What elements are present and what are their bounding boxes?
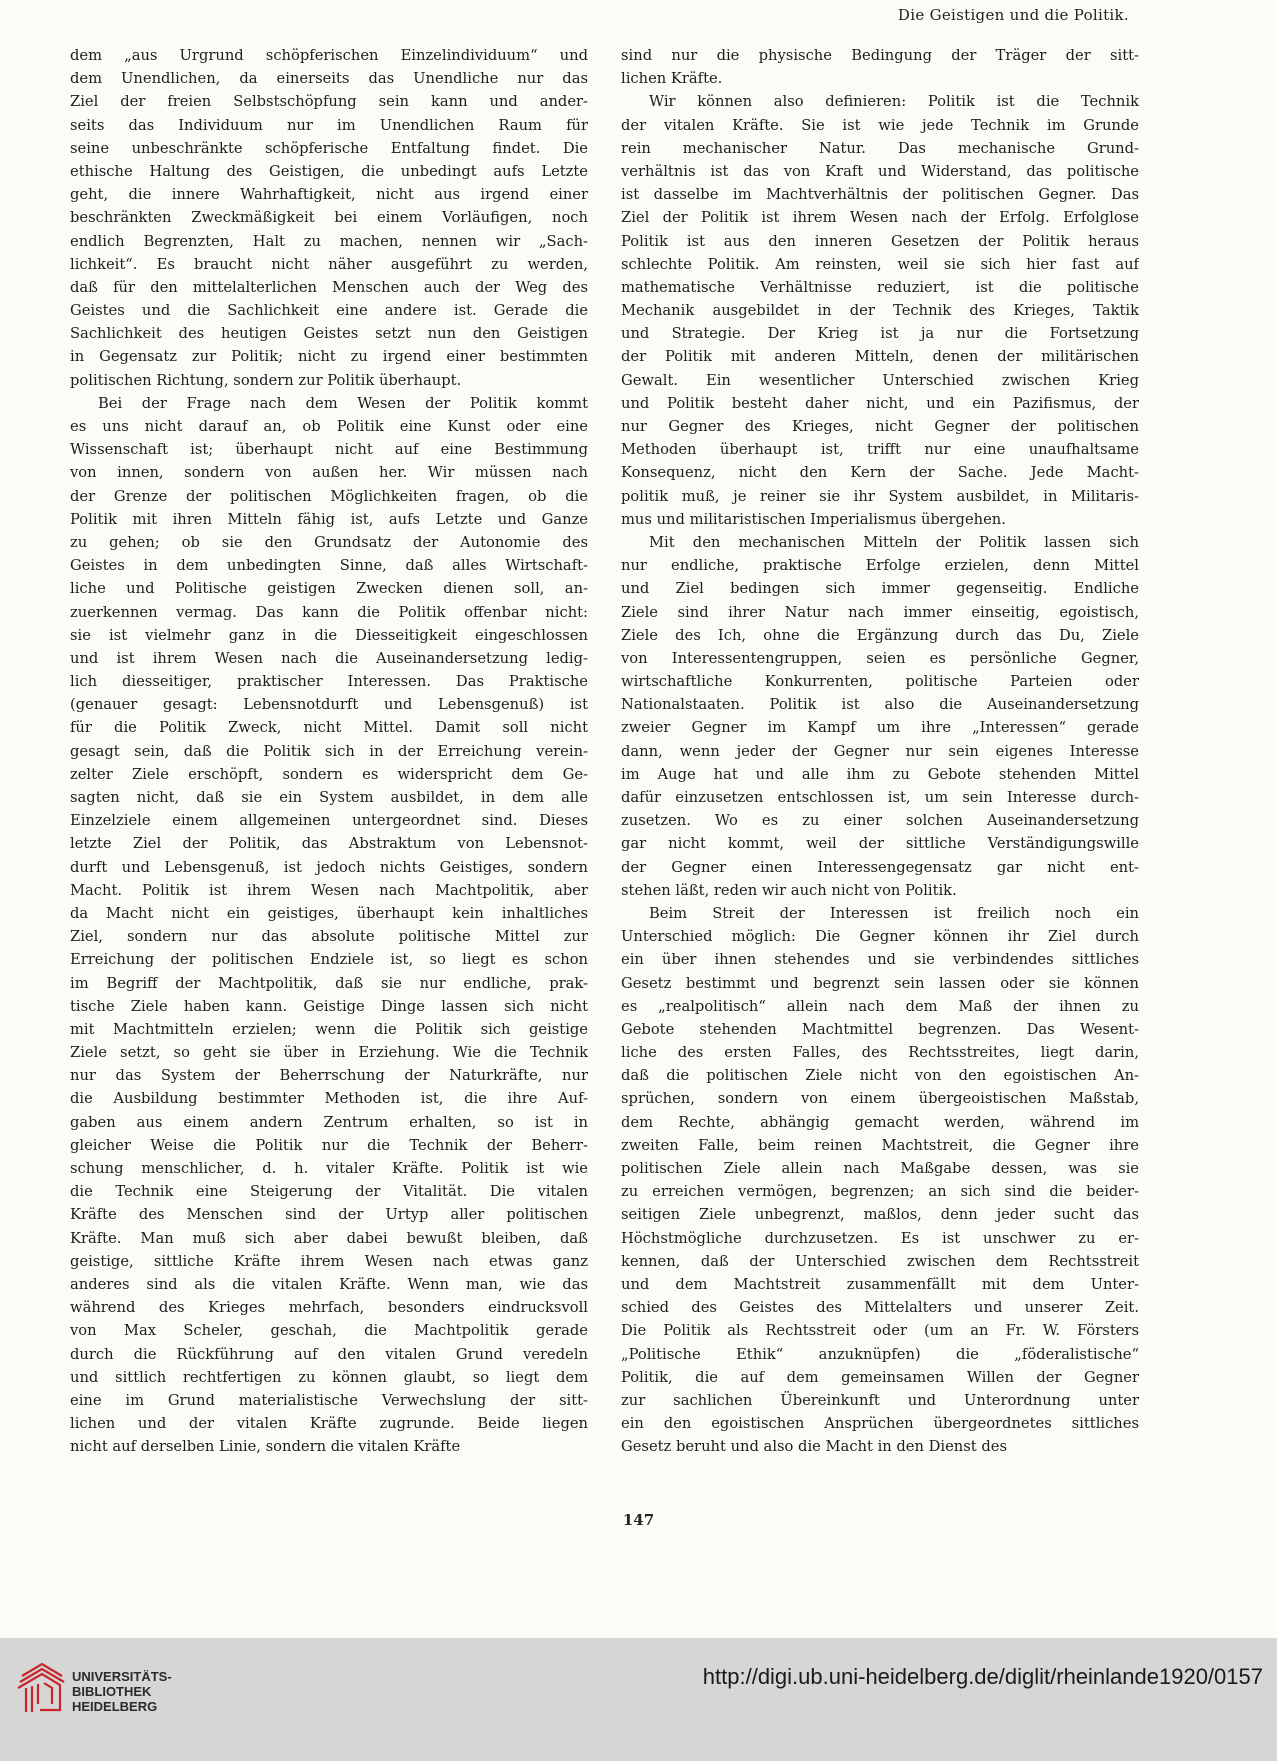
- text-line: seitigen Ziele unbegrenzt, maßlos, denn jeder sucht das: [621, 1206, 1139, 1224]
- text-line: politik muß, je reiner sie ihr System ausbildet, in Militaris-: [621, 487, 1139, 505]
- text-line: Ziele setzt, so geht sie über in Erziehung. Wie die Technik: [70, 1044, 588, 1062]
- library-logo-icon: [14, 1660, 68, 1716]
- text-line: endlich Begrenzten, Halt zu machen, nennen wir „Sach-: [70, 232, 588, 250]
- text-line: die Ausbildung bestimmter Methoden ist, die ihre Auf-: [70, 1090, 588, 1108]
- text-line: der vitalen Kräfte. Sie ist wie jede Technik im Grunde: [621, 116, 1139, 134]
- text-line: ein den egoistischen Ansprüchen übergeordnetes sittliches: [621, 1415, 1139, 1433]
- text-line: lich diesseitiger, praktischer Interessen. Das Praktische: [70, 673, 588, 691]
- text-line: dann, wenn jeder der Gegner nur sein eigenes Interesse: [621, 742, 1139, 760]
- text-line: gleicher Weise die Politik nur die Technik der Beherr-: [70, 1136, 588, 1154]
- text-line: letzte Ziel der Politik, das Abstraktum von Lebensnot-: [70, 835, 588, 853]
- text-line: mit Machtmitteln erzielen; wenn die Politik sich geistige: [70, 1020, 588, 1038]
- text-line: der Politik mit anderen Mitteln, denen der militärischen: [621, 348, 1139, 366]
- text-line: schlechte Politik. Am reinsten, weil sie sich hier fast auf: [621, 255, 1139, 273]
- library-name: UNIVERSITÄTS- BIBLIOTHEK HEIDELBERG: [72, 1669, 172, 1714]
- text-line: zur sachlichen Übereinkunft und Unterordnung unter: [621, 1391, 1139, 1409]
- text-line: der Gegner einen Interessengegensatz gar nicht ent-: [621, 858, 1139, 876]
- text-line: geistige, sittliche Kräfte ihrem Wesen nach etwas ganz: [70, 1252, 588, 1270]
- text-line: lichen und der vitalen Kräfte zugrunde. Beide liegen: [70, 1415, 588, 1433]
- text-line: Nationalstaaten. Politik ist also die Auseinandersetzung: [621, 696, 1139, 714]
- text-line: sprüchen, sondern von einem übergeoistischen Maßstab,: [621, 1090, 1139, 1108]
- text-line: Ziel der Politik ist ihrem Wesen nach der Erfolg. Erfolglose: [621, 209, 1139, 227]
- text-line: es „realpolitisch“ allein nach dem Maß der ihnen zu: [621, 997, 1139, 1015]
- text-line: lichkeit“. Es braucht nicht näher ausgeführt zu werden,: [70, 255, 588, 273]
- text-line: gaben aus einem andern Zentrum erhalten, so ist in: [70, 1113, 588, 1131]
- text-line: Mechanik ausgebildet in der Technik des Krieges, Taktik: [621, 302, 1139, 320]
- text-line: Beim Streit der Interessen ist freilich noch ein: [649, 904, 1139, 922]
- text-line: Politik, die auf dem gemeinsamen Willen der Gegner: [621, 1368, 1139, 1386]
- text-line: Konsequenz, nicht den Kern der Sache. Jede Macht-: [621, 464, 1139, 482]
- text-line: (genauer gesagt: Lebensnotdurft und Lebensgenuß) ist: [70, 696, 588, 714]
- text-line: während des Krieges mehrfach, besonders eindrucksvoll: [70, 1299, 588, 1317]
- text-line: lichen Kräfte.: [621, 70, 723, 88]
- text-line: Politik ist aus den inneren Gesetzen der Politik heraus: [621, 232, 1139, 250]
- text-line: und Ziel bedingen sich immer gegenseitig. Endliche: [621, 580, 1139, 598]
- text-line: gar nicht kommt, weil der sittliche Verständigungswille: [621, 835, 1139, 853]
- text-line: Gesetz bestimmt und begrenzt sein lassen oder sie können: [621, 974, 1139, 992]
- text-line: Geistes und die Sachlichkeit eine andere ist. Gerade die: [70, 302, 588, 320]
- text-line: nur das System der Beherrschung der Naturkräfte, nur: [70, 1067, 588, 1085]
- text-line: Methoden überhaupt ist, trifft nur eine unaufhaltsame: [621, 441, 1139, 459]
- text-line: mathematische Verhältnisse reduziert, ist die politische: [621, 278, 1139, 296]
- page-number: 147: [622, 1511, 655, 1529]
- text-line: wirtschaftliche Konkurrenten, politische Parteien oder: [621, 673, 1139, 691]
- text-line: liche des ersten Falles, des Rechtsstreites, liegt darin,: [621, 1044, 1139, 1062]
- text-line: „Politische Ethik“ anzuknüpfen) die „föderalistische“: [621, 1345, 1139, 1363]
- text-line: tische Ziele haben kann. Geistige Dinge lassen sich nicht: [70, 997, 588, 1015]
- text-line: stehen läßt, reden wir auch nicht von Politik.: [621, 881, 957, 899]
- text-line: Macht. Politik ist ihrem Wesen nach Machtpolitik, aber: [70, 881, 588, 899]
- text-line: es uns nicht darauf an, ob Politik eine Kunst oder eine: [70, 418, 588, 435]
- text-line: Unterschied möglich: Die Gegner können ihr Ziel durch: [621, 928, 1139, 946]
- text-line: im Begriff der Machtpolitik, daß sie nur endliche, prak-: [70, 974, 588, 992]
- text-line: Ziele des Ich, ohne die Ergänzung durch das Du, Ziele: [621, 626, 1139, 644]
- text-line: schied des Geistes des Mittelalters und unserer Zeit.: [621, 1299, 1139, 1317]
- text-line: anderes sind als die vitalen Kräfte. Wenn man, wie das: [70, 1275, 588, 1293]
- text-line: Die Politik als Rechtsstreit oder (um an Fr. W. Försters: [621, 1322, 1139, 1340]
- text-line: und sittlich rechtfertigen zu können glaubt, so liegt dem: [70, 1368, 588, 1386]
- text-line: und ist ihrem Wesen nach die Auseinandersetzung ledig-: [70, 649, 588, 667]
- footer-bar: [0, 1638, 1277, 1761]
- text-line: rein mechanischer Natur. Das mechanische Grund-: [621, 139, 1139, 157]
- text-line: geht, die innere Wahrhaftigkeit, nicht aus irgend einer: [70, 186, 588, 204]
- text-line: zusetzen. Wo es zu einer solchen Auseinandersetzung: [621, 812, 1139, 830]
- text-line: Sachlichkeit des heutigen Geistes setzt nun den Geistigen: [70, 325, 588, 343]
- text-line: Bei der Frage nach dem Wesen der Politik kommt: [98, 394, 588, 412]
- text-line: und dem Machtstreit zusammenfällt mit dem Unter-: [621, 1275, 1139, 1293]
- text-line: politischen Ziele allein nach Maßgabe dessen, was sie: [621, 1160, 1139, 1177]
- text-line: liche und Politische geistigen Zwecken dienen soll, an-: [70, 580, 588, 598]
- text-line: Kräfte des Menschen sind der Urtyp aller politischen: [70, 1206, 588, 1224]
- text-line: Gewalt. Ein wesentlicher Unterschied zwischen Krieg: [621, 371, 1139, 389]
- right-text-column: [621, 44, 1139, 1458]
- text-line: verhältnis ist das von Kraft und Widerstand, das politische: [621, 162, 1139, 180]
- text-line: da Macht nicht ein geistiges, überhaupt kein inhaltliches: [70, 904, 588, 922]
- text-line: eine im Grund materialistische Verwechslung der sitt-: [70, 1391, 588, 1409]
- text-line: ein über ihnen stehendes und sie verbindendes sittliches: [621, 951, 1139, 969]
- text-line: Einzelziele einem allgemeinen untergeordnet sind. Dieses: [70, 812, 588, 830]
- text-line: nur endliche, praktische Erfolge erzielen, denn Mittel: [621, 557, 1139, 575]
- text-line: mus und militaristischen Imperialismus übergehen.: [621, 510, 1006, 528]
- text-line: politischen Richtung, sondern zur Politik überhaupt.: [70, 371, 462, 389]
- text-line: von Interessentengruppen, seien es persönliche Gegner,: [621, 649, 1139, 667]
- text-line: Kräfte. Man muß sich aber dabei bewußt bleiben, daß: [70, 1229, 588, 1247]
- text-line: und Strategie. Der Krieg ist ja nur die Fortsetzung: [621, 325, 1139, 343]
- text-line: dem Unendlichen, da einerseits das Unendliche nur das: [70, 70, 588, 88]
- text-line: dem Rechte, abhängig gemacht werden, während im: [621, 1113, 1139, 1131]
- text-line: ist dasselbe im Machtverhältnis der politischen Gegner. Das: [621, 186, 1139, 204]
- text-line: Gesetz beruht und also die Macht in den Dienst des: [621, 1438, 1007, 1456]
- text-line: von innen, sondern von außen her. Wir müssen nach: [70, 464, 588, 482]
- text-line: zweiten Falle, beim reinen Machtstreit, die Gegner ihre: [621, 1136, 1139, 1154]
- text-line: und Politik besteht daher nicht, und ein Pazifismus, der: [621, 394, 1139, 412]
- text-line: zu erreichen vermögen, begrenzen; an sich sind die beider-: [621, 1183, 1139, 1201]
- text-line: Ziel der freien Selbstschöpfung sein kann und ander-: [70, 93, 588, 111]
- text-line: sind nur die physische Bedingung der Träger der sitt-: [621, 47, 1139, 64]
- running-head: Die Geistigen und die Politik.: [897, 6, 1129, 24]
- text-line: seine unbeschränkte schöpferische Entfaltung findet. Die: [70, 139, 588, 157]
- text-line: nur Gegner des Krieges, nicht Gegner der politischen: [621, 418, 1139, 435]
- text-line: nicht auf derselben Linie, sondern die vitalen Kräfte: [70, 1438, 461, 1456]
- text-line: im Auge hat und alle ihm zu Gebote stehenden Mittel: [621, 765, 1139, 783]
- text-line: daß für den mittelalterlichen Menschen auch der Weg des: [70, 278, 588, 296]
- text-line: ethische Haltung des Geistigen, die unbedingt aufs Letzte: [70, 162, 588, 180]
- text-line: Ziel, sondern nur das absolute politische Mittel zur: [70, 928, 588, 946]
- text-line: kennen, daß der Unterschied zwischen dem Rechtsstreit: [621, 1252, 1139, 1270]
- text-line: Geistes in dem unbedingten Sinne, daß alles Wirtschaft-: [70, 557, 588, 575]
- text-line: Politik mit ihren Mitteln fähig ist, aufs Letzte und Ganze: [70, 510, 588, 528]
- text-line: zuerkennen vermag. Das kann die Politik offenbar nicht:: [70, 603, 588, 621]
- text-line: Gebote stehenden Machtmittel begrenzen. Das Wesent-: [621, 1020, 1139, 1038]
- text-line: Erreichung der politischen Endziele ist, so liegt es schon: [70, 951, 588, 969]
- text-line: zelter Ziele erschöpft, sondern es widerspricht dem Ge-: [70, 765, 588, 783]
- text-line: sagten nicht, daß sie ein System ausbildet, in dem alle: [70, 789, 588, 806]
- text-line: sie ist vielmehr ganz in die Diesseitigkeit eingeschlossen: [70, 626, 588, 644]
- text-line: Ziele sind ihrer Natur nach immer einseitig, egoistisch,: [621, 603, 1139, 621]
- text-line: seits das Individuum nur im Unendlichen Raum für: [70, 116, 588, 134]
- text-line: zu gehen; ob sie den Grundsatz der Autonomie des: [70, 533, 588, 551]
- text-line: von Max Scheler, geschah, die Machtpolitik gerade: [70, 1322, 588, 1340]
- text-line: dem „aus Urgrund schöpferischen Einzelindividuum“ und: [70, 47, 588, 64]
- text-line: in Gegensatz zur Politik; nicht zu irgend einer bestimmten: [70, 348, 588, 366]
- text-line: daß die politischen Ziele nicht von den egoistischen An-: [621, 1067, 1139, 1085]
- text-line: Wir können also definieren: Politik ist die Technik: [649, 93, 1139, 111]
- text-line: Höchstmögliche durchzusetzen. Es ist unschwer zu er-: [621, 1229, 1139, 1247]
- left-text-column: [70, 44, 588, 1458]
- text-line: durch die Rückführung auf den vitalen Grund veredeln: [70, 1345, 588, 1363]
- text-line: dafür einzusetzen entschlossen ist, um sein Interesse durch-: [621, 789, 1139, 806]
- text-line: der Grenze der politischen Möglichkeiten fragen, ob die: [70, 487, 588, 505]
- text-line: die Technik eine Steigerung der Vitalität. Die vitalen: [70, 1183, 588, 1201]
- text-line: Mit den mechanischen Mitteln der Politik lassen sich: [649, 533, 1139, 551]
- source-url[interactable]: http://digi.ub.uni-heidelberg.de/diglit/rheinlande1920/0157: [702, 1664, 1263, 1689]
- text-line: für die Politik Zweck, nicht Mittel. Damit soll nicht: [70, 719, 588, 737]
- text-line: durft und Lebensgenuß, ist jedoch nichts Geistiges, sondern: [70, 858, 588, 876]
- text-line: zweier Gegner im Kampf um ihre „Interessen“ gerade: [621, 719, 1139, 737]
- text-line: gesagt sein, daß die Politik sich in der Erreichung verein-: [70, 742, 588, 760]
- text-line: Wissenschaft ist; überhaupt nicht auf eine Bestimmung: [70, 441, 588, 459]
- text-line: schung menschlicher, d. h. vitaler Kräfte. Politik ist wie: [70, 1160, 588, 1177]
- text-line: beschränkten Zweckmäßigkeit bei einem Vorläufigen, noch: [70, 209, 588, 227]
